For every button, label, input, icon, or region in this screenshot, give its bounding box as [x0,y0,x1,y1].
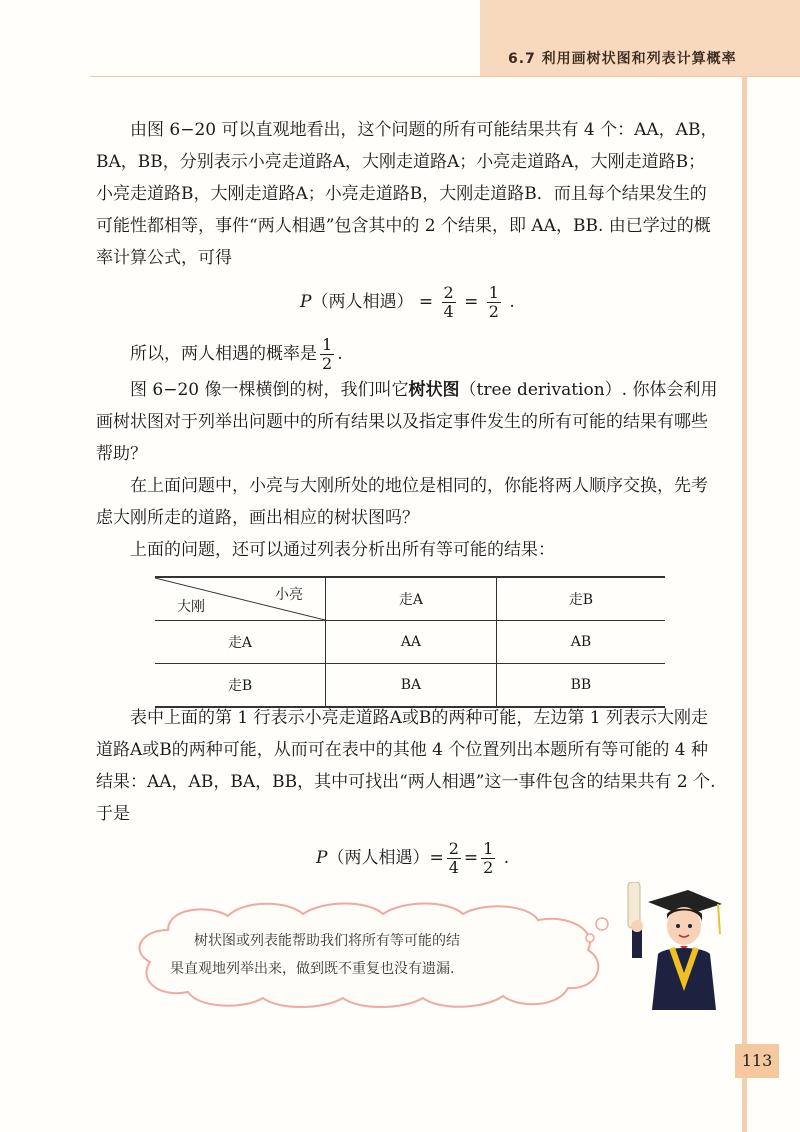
formula-p: P [300,292,312,312]
paragraph-2 [130,336,756,373]
p3-text: 图 6−20 像一棵横倒的树，我们叫它 [130,380,409,400]
callout-line-2: 果直观地列举出来，做到既不重复也没有遗漏. [170,961,455,977]
table-cell: AA [326,621,497,664]
corner-label-top: 小亮 [275,587,303,603]
row-header: 走A [155,621,326,664]
paragraph-4: 在上面问题中，小亮与大刚所处的地位是相同的，你能将两人顺序交换，先考虑大刚所走的道路，画出相应的树状图吗？ [96,476,708,528]
period: . [509,292,515,312]
term-tree-diagram: 树状图 [408,380,460,400]
header-rule [90,76,800,77]
fraction-1-2: $\frac{1}{2}$ [322,335,333,373]
table-cell: BA [326,664,497,708]
paragraph-1: 由图 6−20 可以直观地看出，这个问题的所有可能结果共有 4 个：AA，AB，BA，BB，分别表示小亮走道路A，大刚走道路A；小亮走道路A，大刚走道路B；小亮走道路B，大刚走道路A；小亮走道路B，大刚走道路B．而且每个结果发生的可能性都相等，事件“两人相遇”包含其中的 2 个结果，即 AA，BB. 由已学过的概率计算公式，可得 [96,120,718,268]
fraction-1-2: $\frac{1}{2}$ [488,283,499,321]
formula-p: P [316,848,328,868]
formula-event: （两人相遇） [327,848,430,868]
thought-cloud [128,900,618,1010]
table-corner-cell [155,577,326,621]
table-row [155,664,665,708]
equals-sign: = [429,848,444,868]
table-cell: AB [496,621,665,664]
outcome-table [155,576,665,708]
formula-event: （两人相遇） [311,292,414,312]
fraction-1-2: $\frac{1}{2}$ [483,839,494,877]
table-header-row [155,577,665,621]
period: . [337,344,343,364]
equals-sign: = [464,292,479,312]
p2-text: 所以，两人相遇的概率是 [130,344,317,364]
column-header: 走A [326,577,497,621]
table-cell: BB [496,664,665,708]
equals-sign: = [463,848,479,868]
graduate-child-illustration [618,882,730,1012]
row-header: 走B [155,664,326,708]
period: . [503,848,510,868]
callout-line-1: 树状图或列表能帮助我们将所有等可能的结 [194,933,460,949]
p3-text-rest: （tree derivation）. 你体会利用画树状图对于列举出问题中的所有结果以及指定事件发生的所有可能的结果有哪些帮助？ [96,380,718,464]
page-number: 113 [735,1044,779,1078]
side-margin-bar [742,76,747,1132]
paragraph-5: 上面的问题，还可以通过列表分析出所有等可能的结果： [130,540,555,560]
equals-sign: = [418,292,434,312]
formula-probability-1 [300,284,515,321]
corner-label-bottom: 大刚 [177,599,205,615]
fraction-2-4: $\frac{2}{4}$ [443,283,454,321]
paragraph-6: 表中上面的第 1 行表示小亮走道路A或B的两种可能，左边第 1 列表示大刚走道路A或B的两种可能，从而可在表中的其他 4 个位置列出本题所有等可能的 4 种结果：AA，AB，BA，BB，其中可找出“两人相遇”这一事件包含的结果共有 2 个. 于是 [96,708,716,824]
formula-probability-2 [316,840,509,877]
paragraph-3 [96,374,722,470]
section-title: 6.7 利用画树状图和列表计算概率 [508,51,737,67]
table-row [155,621,665,664]
column-header: 走B [496,577,665,621]
fraction-2-4: $\frac{2}{4}$ [448,839,459,877]
